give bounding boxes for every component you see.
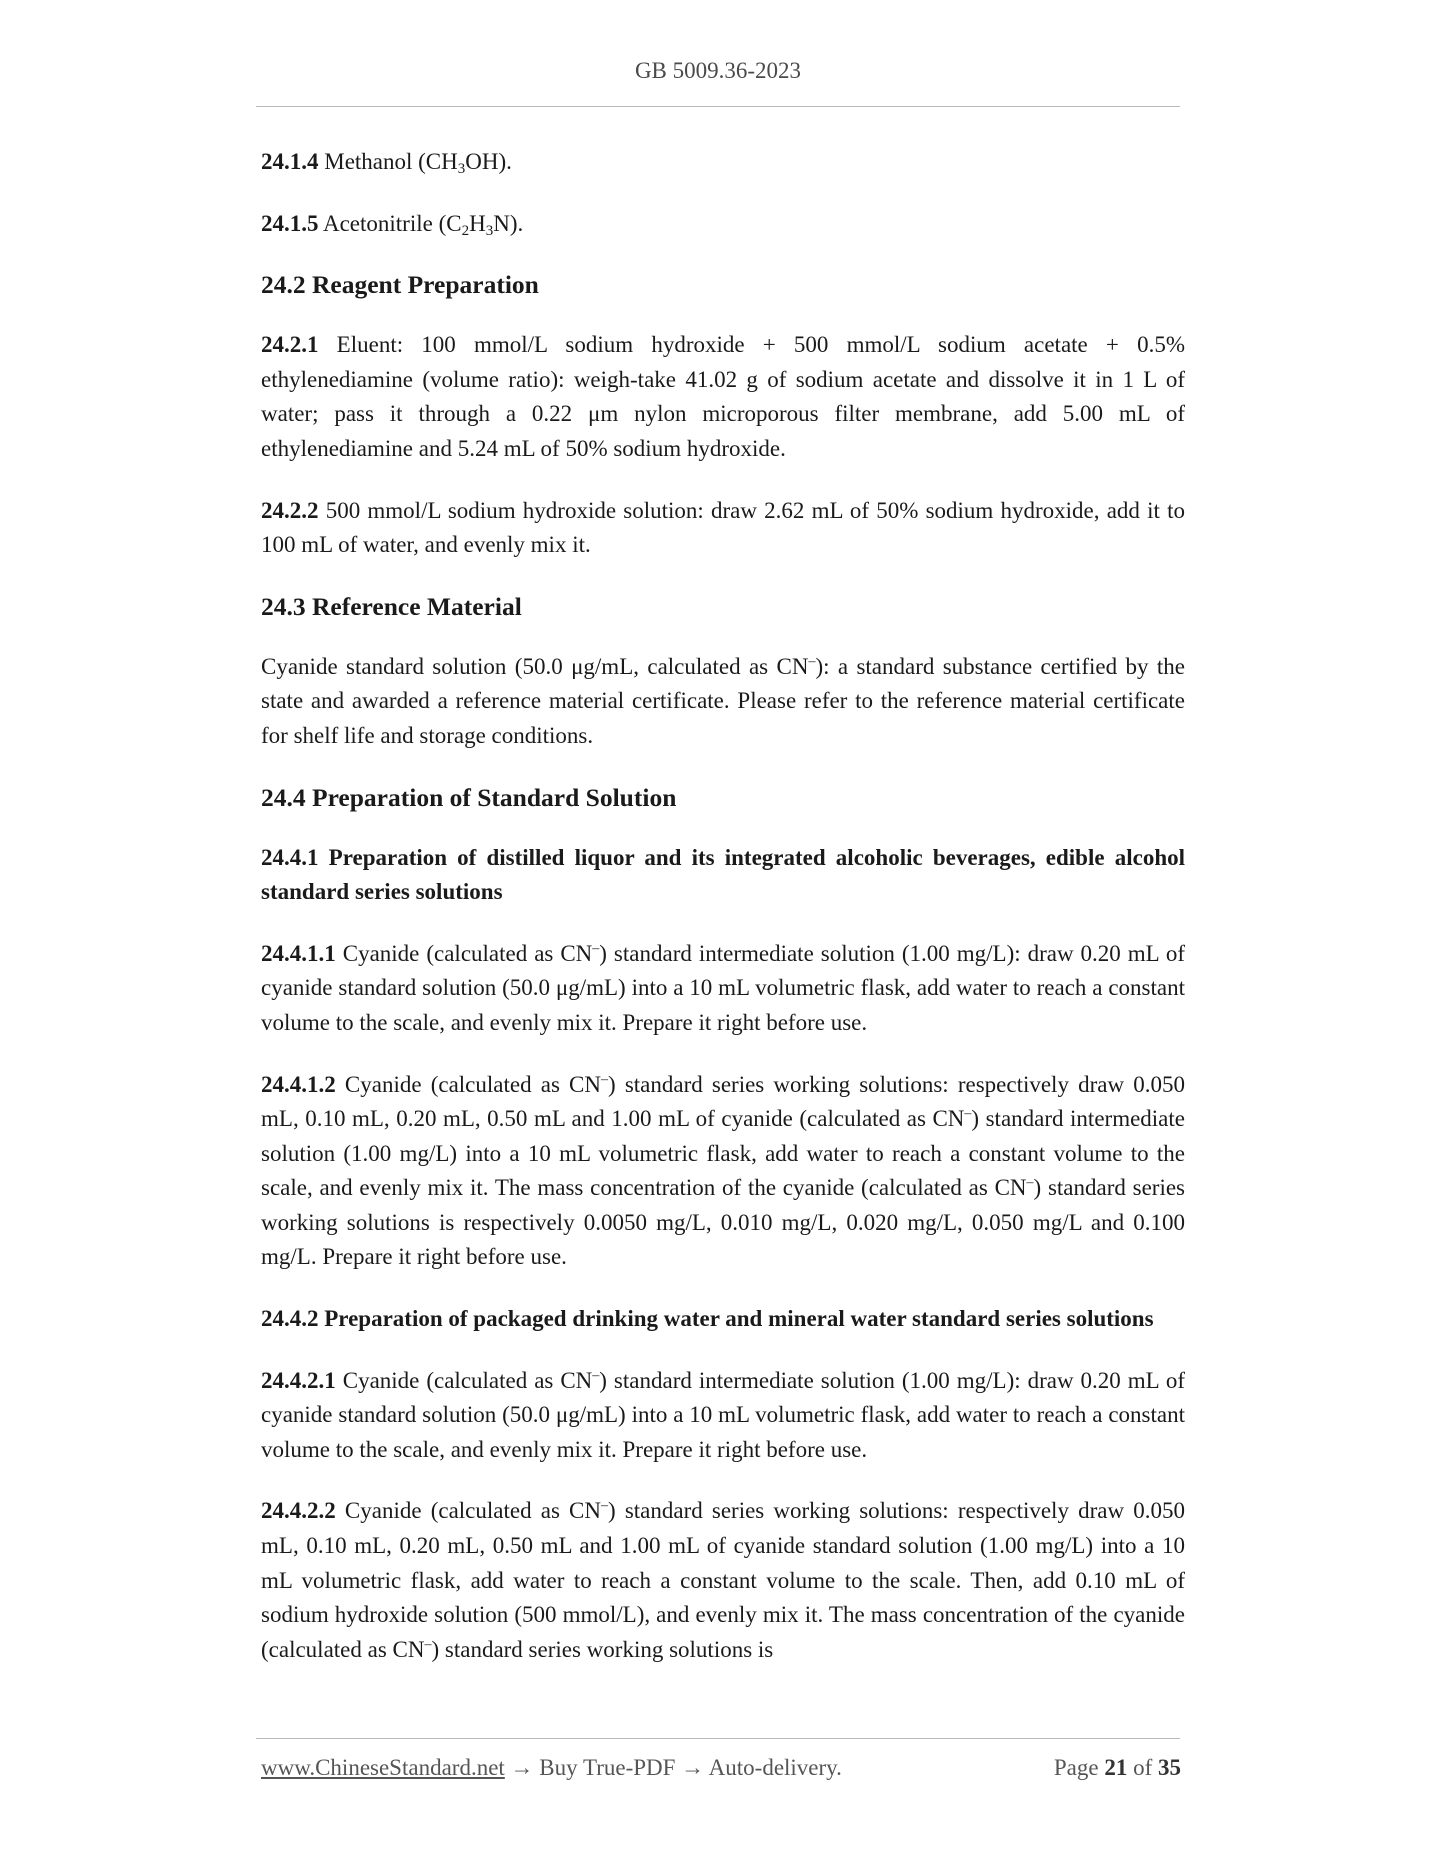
page-header: GB 5009.36-2023 bbox=[634, 58, 802, 83]
footer-divider bbox=[256, 1738, 1180, 1739]
subsection-heading-24-4-1: 24.4.1 Preparation of distilled liquor and its integrated alcoholic beverages, edible alcohol standard series solutions bbox=[261, 844, 1185, 905]
website-link[interactable]: www.ChineseStandard.net bbox=[261, 1755, 505, 1780]
clause-number: 24.2.2 bbox=[261, 497, 319, 523]
clause-24-1-4: 24.1.4 Methanol $(CH_3OH)$. bbox=[261, 149, 512, 177]
clause-24-1-5: 24.1.5 Acetonitrile $(C_2H_3N)$. bbox=[261, 210, 524, 239]
clause-number: 24.1.4 bbox=[261, 149, 319, 174]
clause-24-4-2-1: 24.4.2.1 Cyanide (calculated as CN–) standard intermediate solution (1.00 mg/L): draw 0.20 mL of cyanide standard solution (50.0 μg/mL) into a 10 mL volumetric flask, add water to reach a constant volume to the scale, and evenly mix it. Prepare it right before use. bbox=[261, 1367, 1185, 1462]
clause-number: 24.4.1.2 bbox=[261, 1071, 336, 1097]
clause-24-4-1-1: 24.4.1.1 Cyanide (calculated as CN–) standard intermediate solution (1.00 mg/L): draw 0.20 mL of cyanide standard solution (50.0 μg/mL) into a 10 mL volumetric flask, add water to reach a constant volume to the scale, and evenly mix it. Prepare it right before use. bbox=[261, 940, 1185, 1035]
document-body bbox=[261, 145, 1185, 1694]
section-heading-24-3: 24.3 Reference Material bbox=[261, 591, 522, 621]
header-divider bbox=[256, 106, 1180, 107]
clause-number: 24.4.2.2 bbox=[261, 1498, 336, 1524]
footer-tagline: → Buy True-PDF → Auto-delivery. bbox=[504, 1755, 842, 1780]
clause-24-4-2-2: 24.4.2.2 Cyanide (calculated as CN–) standard series working solutions: respectively draw 0.050 mL, 0.10 mL, 0.20 mL, 0.50 mL and 1.00 mL of cyanide standard solution (1.00 mg/L) into a 10 mL volumetric flask, add water to reach a constant volume to the scale. Then, add 0.10 mL of sodium hydroxide solution (500 mmol/L), and evenly mix it. The mass concentration of the cyanide (calculated as CN–) standard series working solutions is bbox=[261, 1498, 1185, 1662]
clause-24-2-2: 24.2.2 500 mmol/L sodium hydroxide solution: draw 2.62 mL of 50% sodium hydroxide, add it to 100 mL of water, and evenly mix it. bbox=[261, 497, 1185, 558]
clause-24-4-1-2: 24.4.1.2 Cyanide (calculated as CN–) standard series working solutions: respectively draw 0.050 mL, 0.10 mL, 0.20 mL, 0.50 mL and 1.00 mL of cyanide (calculated as CN–) standard intermediate solution (1.00 mg/L) into a 10 mL volumetric flask, add water to reach a constant volume to the scale, and evenly mix it. The mass concentration of the cyanide (calculated as CN–) standard series working solutions is respectively 0.0050 mg/L, 0.010 mg/L, 0.020 mg/L, 0.050 mg/L and 0.100 mg/L. Prepare it right before use. bbox=[261, 1071, 1185, 1270]
page-footer bbox=[261, 1755, 1181, 1781]
clause-number: 24.4.1.1 bbox=[261, 940, 336, 966]
page-number: Page 21 of 35 bbox=[1053, 1755, 1181, 1780]
section-heading-24-4: 24.4 Preparation of Standard Solution bbox=[261, 782, 677, 812]
section-heading-24-2: 24.2 Reagent Preparation bbox=[261, 270, 539, 300]
clause-number: 24.4.2.1 bbox=[261, 1367, 336, 1393]
clause-number: 24.2.1 bbox=[261, 332, 319, 358]
clause-number: 24.1.5 bbox=[261, 210, 319, 236]
subsection-heading-24-4-2: 24.4.2 Preparation of packaged drinking water and mineral water standard series solutions bbox=[261, 1306, 1154, 1332]
clause-24-3: Cyanide standard solution (50.0 μg/mL, calculated as CN–): a standard substance certified by the state and awarded a reference material certificate. Please refer to the reference material certificate for shelf life and storage conditions. bbox=[261, 653, 1185, 748]
clause-24-2-1: 24.2.1 Eluent: 100 mmol/L sodium hydroxide + 500 mmol/L sodium acetate + 0.5% ethylenediamine (volume ratio): weigh-take 41.02 g of sodium acetate and dissolve it in 1 L of water; pass it through a 0.22 μm nylon microporous filter membrane, add 5.00 mL of ethylenediamine and 5.24 mL of 50% sodium hydroxide. bbox=[261, 332, 1185, 461]
